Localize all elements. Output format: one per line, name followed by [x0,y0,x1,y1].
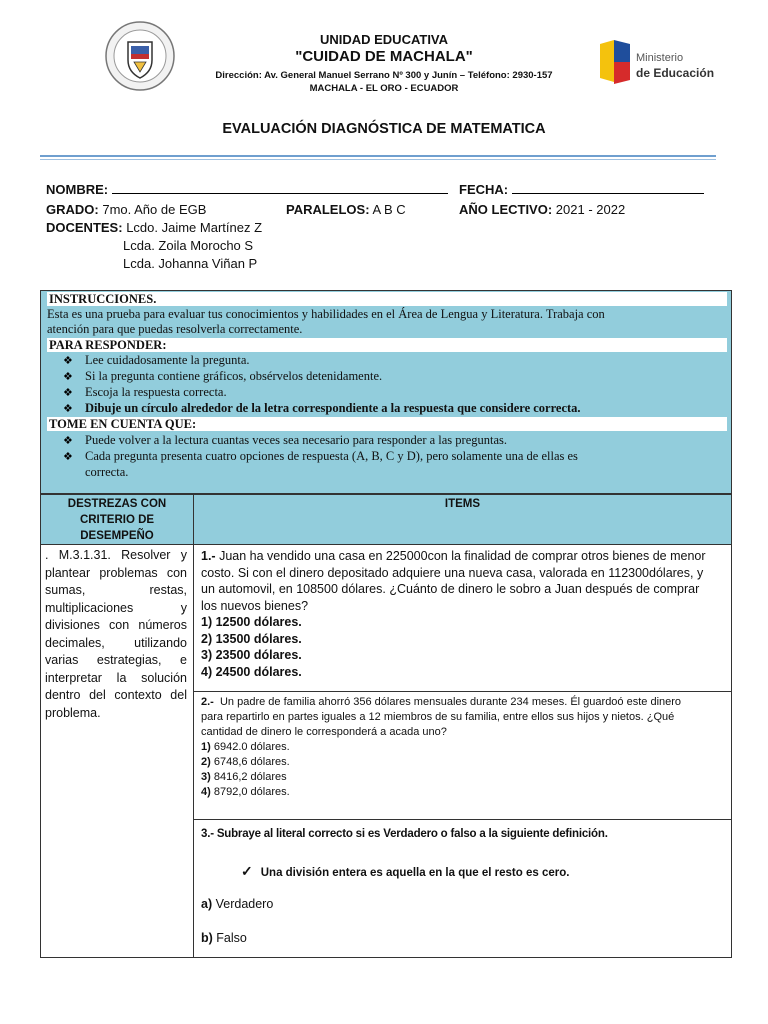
check-icon: ✓ [241,863,253,879]
fecha-row [459,181,704,197]
nombre-row [46,181,448,197]
responder-heading: PARA RESPONDER: [47,338,727,352]
docente-3: Lcda. Johanna Viñan P [123,256,258,271]
title-rule-bottom [40,159,716,160]
question-2: 2.- Un padre de familia ahorró 356 dólares mensuales durante 234 meses. Él guardoó este dinero para repartirlo en partes iguales a 12 miembros de su familia, entre ellos sus hijos y nietos. ¿Qué cantidad de dinero le corresponderá a acada uno? 1) 6942.0 dólares. 2) 6748,6 dólares. 3) 8416,2 dólares 4) 8792,0 dólares. [201,695,727,800]
docente-2: Lcda. Zoila Morocho S [123,238,254,253]
fecha-blank[interactable] [512,181,704,194]
q1-option[interactable]: 1) 12500 dólares. [201,615,302,629]
col-header-items: ITEMS [194,495,731,545]
diamond-bullet-icon: ❖ [63,451,73,463]
school-city: MACHALA - EL ORO - ECUADOR [309,83,459,94]
skill-criterion: . M.3.1.31. Resolver y plantear problemas con sumas, restas, multiplicaciones y divisiones con números decimales, utilizando varias estrategias, e interpretar la solución dentro del contexto del problema. [45,548,187,720]
instructions-heading: INSTRUCCIONES. [47,292,727,306]
q1-option[interactable]: 4) 24500 dólares. [201,664,302,679]
school-address: Dirección: Av. General Manuel Serrano Nº 300 y Junín – Teléfono: 2930-157 [215,70,553,81]
q2-option[interactable]: 3) 8416,2 dólares [201,771,287,783]
items-table [40,494,732,958]
question-3-statement: ✓ Una división entera es aquella en la que el resto es cero. [241,863,570,879]
q2-option[interactable]: 1) 6942.0 dólares. [201,741,290,753]
lectivo-value: 2021 - 2022 [555,202,626,217]
diamond-bullet-icon: ❖ [63,435,73,447]
q1-divider [194,691,731,692]
diamond-bullet-icon: ❖ [63,371,73,383]
diamond-bullet-icon: ❖ [63,355,73,367]
lectivo-row [459,202,625,217]
instructions-text-2: atención para que puedas resolverla correctamente. [47,322,303,336]
docentes-row [46,220,262,235]
responder-item: ❖ Si la pregunta contiene gráficos, obsérvelos detenidamente. [63,369,383,383]
diamond-bullet-icon: ❖ [63,387,73,399]
title-rule-top [40,155,716,157]
q2-option[interactable]: 2) 6748,6 dólares. [201,756,290,768]
ministry-line2: de Educación [636,66,715,80]
nombre-label: NOMBRE: [46,182,109,197]
instructions-text-1: Esta es una prueba para evaluar tus conocimientos y habilidades en el Área de Lengua y Literatura. Trabaja con [47,307,605,321]
tome-item: ❖ Puede volver a la lectura cuantas veces sea necesario para responder a las preguntas. [63,433,508,447]
question-1: 1.- Juan ha vendido una casa en 225000con la finalidad de comprar otros bienes de menor costo. Si con el dinero depositado adquiere una nueva casa, valorada en 112300dólares, y un automovil, en 108500 dólares. ¿Cuánto de dinero le sobro a Juan después de comprar los nuevos bienes? 1) 12500 dólares. 2) 13500 dólares. 3) 23500 dólares. 4) 24500 dólares. [201,548,727,680]
q1-option[interactable]: 2) 13500 dólares. [201,631,302,646]
nombre-blank[interactable] [112,181,448,194]
q3-option-a[interactable]: a) Verdadero [201,897,274,911]
q1-option[interactable]: 3) 23500 dólares. [201,648,302,662]
school-type: UNIDAD EDUCATIVA [319,32,449,47]
paralelos-row [286,202,406,217]
docente-1: Lcdo. Jaime Martínez Z [126,220,263,235]
page-title: EVALUACIÓN DIAGNÓSTICA DE MATEMATICA [222,121,546,137]
tome-item: ❖ Cada pregunta presenta cuatro opciones de respuesta (A, B, C y D), pero solamente una de ellas es [63,449,578,463]
instructions-box [40,290,732,494]
lectivo-label: AÑO LECTIVO: [459,202,553,217]
col-header-destrezas: DESTREZAS CON CRITERIO DE DESEMPEÑO [41,495,193,545]
diamond-bullet-icon: ❖ [63,403,73,415]
ministry-line1: Ministerio [636,52,684,64]
fecha-label: FECHA: [459,182,509,197]
q2-option[interactable]: 4) 8792,0 dólares. [201,786,290,798]
school-name: "CUIDAD DE MACHALA" [295,48,473,65]
header-divider [41,544,731,545]
grado-row [46,202,206,217]
grado-label: GRADO: [46,202,99,217]
tome-heading: TOME EN CUENTA QUE: [47,417,727,431]
responder-item: ❖ Dibuje un círculo alrededor de la letra correspondiente a la respuesta que considere correcta. [63,401,581,415]
responder-item: ❖ Escoja la respuesta correcta. [63,385,227,399]
grado-value: 7mo. Año de EGB [102,202,207,217]
q3-option-b[interactable]: b) Falso [201,931,247,945]
question-3-prompt: 3.- Subraye al literal correcto si es Verdadero o falso a la siguiente definición. [201,828,608,840]
q2-divider [194,819,731,820]
responder-item: ❖ Lee cuidadosamente la pregunta. [63,353,250,367]
paralelos-label: PARALELOS: [286,202,370,217]
paralelos-value: A B C [372,202,406,217]
docentes-label: DOCENTES: [46,220,123,235]
col-divider [193,495,194,957]
tome-item-cont: correcta. [85,465,129,479]
